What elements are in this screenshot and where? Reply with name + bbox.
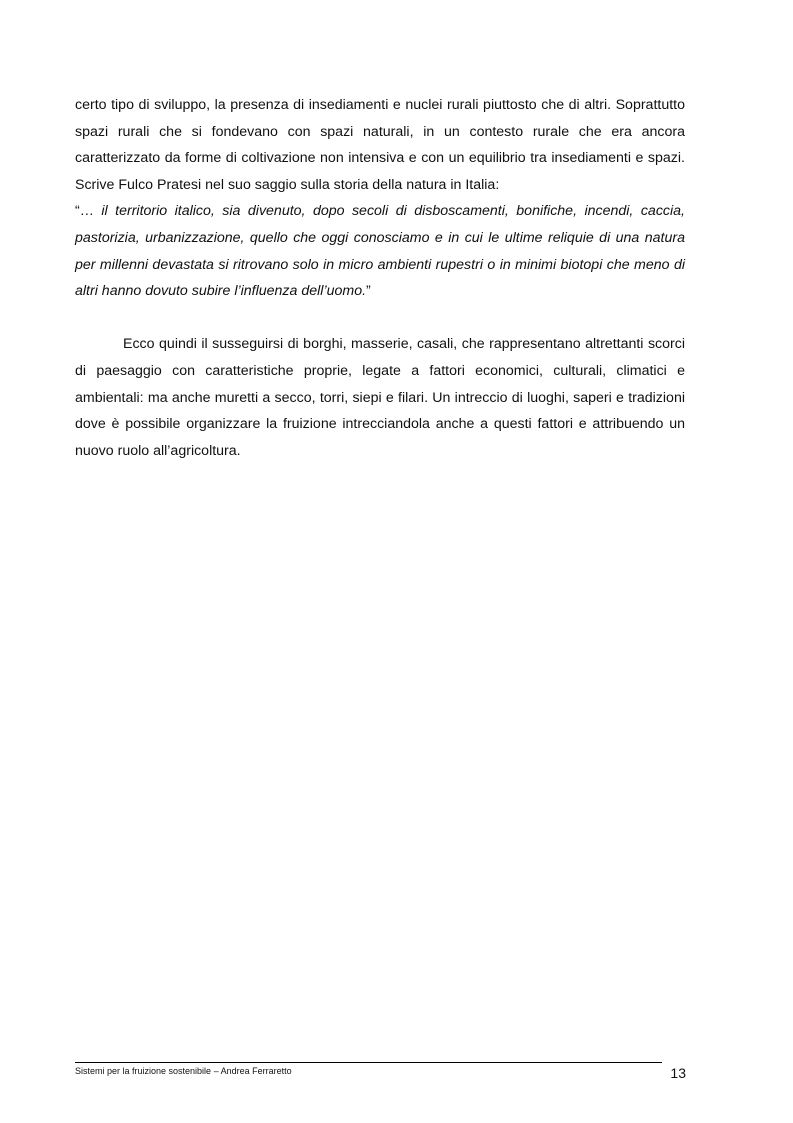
paragraph-2: Ecco quindi il susseguirsi di borghi, masserie, casali, che rappresentano altrettanti scorci di paesaggio con caratteristiche proprie, legate a fattori economici, culturali, climatici e ambientali: ma anche muretti a secco, torri, siepi e filari. Un intreccio di luoghi, saperi e tradizioni dove è possibile organizzare la fruizione intrecciandola anche a questi fattori e attribuendo un nuovo ruolo all’agricoltura. — [75, 336, 685, 459]
page-number: 13 — [670, 1065, 686, 1081]
footer-divider — [75, 1062, 662, 1063]
document-body — [75, 92, 685, 464]
quotation-block — [75, 198, 685, 304]
quote-open-mark: “… — [75, 203, 94, 220]
quote-text: il territorio italico, sia divenuto, dopo secoli di disboscamenti, bonifiche, incendi, caccia, pastorizia, urbanizzazione, quello che oggi conosciamo e in cui le ultime reliquie di una natura per millenni devastata si ritrovano solo in micro ambienti rupestri o in minimi biotopi che meno di altri hanno dovuto subire l’influenza dell’uomo. — [75, 203, 685, 300]
quote-close-mark: ” — [366, 283, 371, 300]
paragraph-1: certo tipo di sviluppo, la presenza di insediamenti e nuclei rurali piuttosto che di altri. Soprattutto spazi rurali che si fondevano con spazi naturali, in un contesto rurale che era ancora caratterizzato da forme di coltivazione non intensiva e con un equilibrio tra insediamenti e spazi. Scrive Fulco Pratesi nel suo saggio sulla storia della natura in Italia: — [75, 97, 685, 193]
footer-title: Sistemi per la fruizione sostenibile – Andrea Ferraretto — [75, 1066, 292, 1076]
